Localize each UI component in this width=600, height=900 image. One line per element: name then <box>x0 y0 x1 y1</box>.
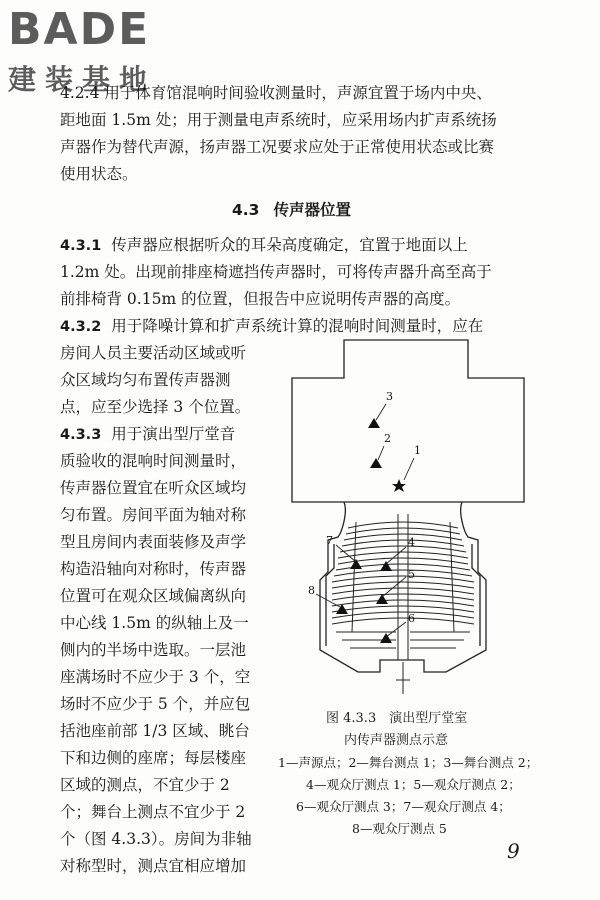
para-432-text-1: 用于降噪计算和扩声系统计算的混响时间测量时，应在 <box>111 317 484 335</box>
para-433-line-3: 传声器位置宜在听众区域均 <box>60 479 247 497</box>
figure-caption-line-1: 图 4.3.3 演出型厅堂室 <box>326 711 468 726</box>
para-424-line-4: 使用状态。 <box>60 165 138 183</box>
para-433-line-8: 中心线 1.5m 的纵轴上及一 <box>60 614 249 632</box>
logo-brand-text: BADE <box>8 4 151 55</box>
para-424-line-2: 距地面 1.5m 处；用于测量电声系统时，应采用场内扩声系统扬 <box>60 111 497 129</box>
para-432-line-2: 房间人员主要活动区域或听 <box>60 344 247 362</box>
point-label-8: 8 <box>308 584 315 597</box>
measurement-point-6-marker <box>380 633 392 643</box>
para-433-line-17: 对称型时，测点宜相应增加 <box>60 857 247 875</box>
hall-plan-figure <box>286 332 528 697</box>
point-label-5: 5 <box>408 568 415 581</box>
para-431-number: 4.3.1 <box>60 238 102 254</box>
section-number: 4.3 <box>232 201 260 219</box>
point-label-7: 7 <box>326 534 333 547</box>
inner-wall-right <box>472 544 480 646</box>
section-heading <box>232 198 351 220</box>
para-431-line-2: 1.2m 处。出现前排座椅遮挡传声器时，可将传声器升高至高于 <box>60 263 492 281</box>
para-433-line-13: 下和边侧的座席；每层楼座 <box>60 749 247 767</box>
legend-line-4: 8—观众厅测点 5 <box>352 821 447 836</box>
para-431-text-1: 传声器应根据听众的耳朵高度确定，宜置于地面以上 <box>111 236 468 254</box>
point-label-3: 3 <box>386 390 393 403</box>
para-433-text-1: 用于演出型厅堂音 <box>111 425 236 443</box>
page-number: 9 <box>507 839 520 863</box>
point-label-1: 1 <box>414 444 421 457</box>
para-433-line-16: 个（图 4.3.3）。房间为非轴 <box>60 830 252 848</box>
point-label-4: 4 <box>408 536 415 549</box>
legend-line-2: 4—观众厅测点 1；5—观众厅测点 2； <box>306 777 521 792</box>
para-424-line-3: 声器作为替代声源，扬声器工况要求应处于正常使用状态或比赛 <box>60 138 495 156</box>
para-433-line-10: 座满场时不应少于 3 个，空 <box>60 668 251 686</box>
measurement-point-2-marker <box>370 458 382 468</box>
measurement-point-4-marker <box>380 561 392 571</box>
para-431-line-1 <box>60 232 468 260</box>
para-432-line-3: 众区域均匀布置传声器测 <box>60 371 231 389</box>
para-433-line-9: 侧内的半场中选取。一层池 <box>60 641 247 659</box>
center-axis <box>396 662 410 694</box>
stage-outline <box>292 340 524 502</box>
para-433-line-6: 构造沿轴向对称时，传声器 <box>60 560 247 578</box>
para-433-line-5: 型且房间内表面装修及声学 <box>60 533 247 551</box>
legend-line-3: 6—观众厅测点 3；7—观众厅测点 4； <box>296 799 511 814</box>
figure-caption-line-2: 内传声器测点示意 <box>344 733 449 748</box>
point-label-2: 2 <box>384 432 391 445</box>
para-433-line-15: 个；舞台上测点不宜少于 2 <box>60 803 246 821</box>
measurement-point-5-marker <box>376 594 388 604</box>
sound-source-marker <box>392 479 406 492</box>
para-433-number: 4.3.3 <box>60 427 102 443</box>
logo-subtitle: 建装基地 <box>8 63 157 96</box>
para-433-line-2: 质验收的混响时间测量时， <box>60 452 247 470</box>
para-431-line-3: 前排椅背 0.15m 的位置，但报告中应说明传声器的高度。 <box>60 290 461 308</box>
section-title: 传声器位置 <box>273 201 351 219</box>
legend-line-1: 1—声源点；2—舞台测点 1；3—舞台测点 2； <box>278 755 539 770</box>
para-432-number: 4.3.2 <box>60 319 102 335</box>
para-433-line-12: 括池座前部 1/3 区域、眺台 <box>60 722 250 740</box>
para-424-line-1: 4.2.4 用于体育馆混响时间验收测量时，声源宜置于场内中央、 <box>60 84 492 102</box>
para-433-line-4: 匀布置。房间平面为轴对称 <box>60 506 247 524</box>
para-433-line-7: 位置可在观众区域偏离纵向 <box>60 587 247 605</box>
para-433-line-14: 区域的测点，不宜少于 2 <box>60 776 230 794</box>
inner-wall-left <box>326 544 334 646</box>
brand-logo <box>6 4 176 96</box>
para-432-line-4: 点，应至少选择 3 个位置。 <box>60 398 251 416</box>
para-433-line-11: 场时不应少于 5 个，并应包 <box>60 695 251 713</box>
para-433-line-1 <box>60 421 235 449</box>
measurement-point-3-marker <box>368 418 380 428</box>
point-label-6: 6 <box>408 612 415 625</box>
